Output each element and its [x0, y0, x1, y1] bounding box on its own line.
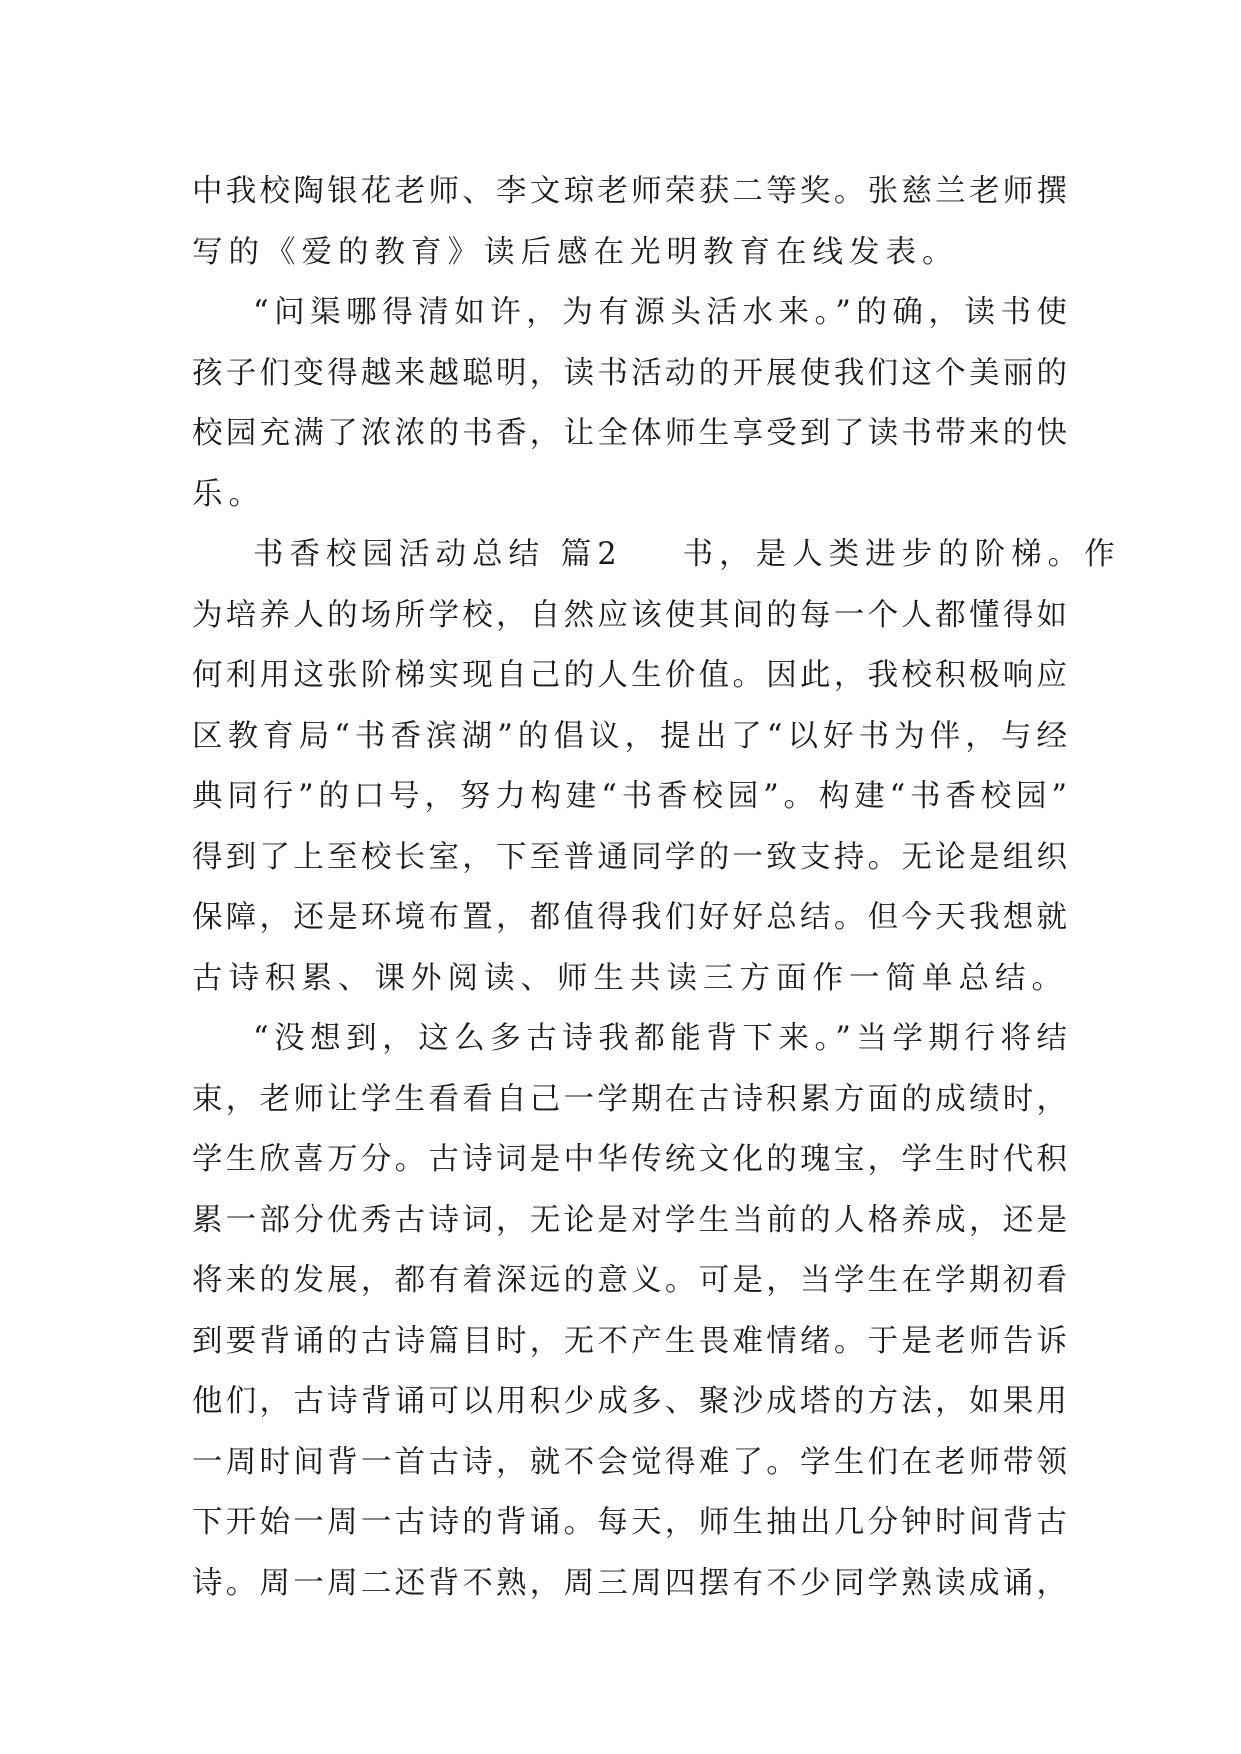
text-line: 诗。周一周二还背不熟，周三周四摆有不少同学熟读成诵，	[192, 1565, 1067, 1601]
section-heading-line	[192, 525, 1121, 586]
text-line: 将来的发展，都有着深远的意义。可是，当学生在学期初看	[192, 1263, 1067, 1298]
text-line: 何利用这张阶梯实现自己的人生价值。因此，我校积极响应	[192, 658, 1067, 693]
text-line: 下开始一周一古诗的背诵。每天，师生抽出几分钟时间背古	[192, 1505, 1067, 1540]
text-line: 累一部分优秀古诗词，无论是对学生当前的人格养成，还是	[192, 1202, 1067, 1238]
text-line: 孩子们变得越来越聪明，读书活动的开展使我们这个美丽的	[192, 355, 1067, 391]
text-line: “问渠哪得清如许，为有源头活水来。”的确，读书使	[253, 295, 1067, 330]
text-line: 一周时间背一首古诗，就不会觉得难了。学生们在老师带领	[192, 1444, 1067, 1480]
text-line: 古诗积累、课外阅读、师生共读三方面作一简单总结。	[192, 960, 1068, 996]
text-line: 区教育局“书香滨湖”的倡议，提出了“以好书为伴，与经	[192, 718, 1067, 754]
text-line: 束，老师让学生看看自己一学期在古诗积累方面的成绩时，	[192, 1081, 1067, 1117]
text-line: “没想到，这么多古诗我都能背下来。”当学期行将结	[253, 1021, 1067, 1056]
text-line: 书，是人类进步的阶梯。作	[682, 537, 1121, 572]
text-line: 乐。	[192, 476, 265, 512]
text-line: 校园充满了浓浓的书香，让全体师生享受到了读书带来的快	[192, 416, 1067, 451]
text-line: 保障，还是环境布置，都值得我们好好总结。但今天我想就	[192, 900, 1067, 935]
section-heading: 书香校园活动总结 篇2	[253, 537, 623, 572]
text-line: 典同行”的口号，努力构建“书香校园”。构建“书香校园”	[192, 779, 1067, 814]
text-line: 写的《爱的教育》读后感在光明教育在线发表。	[192, 234, 959, 270]
text-line: 他们，古诗背诵可以用积少成多、聚沙成塔的方法，如果用	[192, 1384, 1067, 1419]
text-line: 中我校陶银花老师、李文琼老师荣获二等奖。张慈兰老师撰	[192, 174, 1067, 209]
document-body	[192, 162, 1121, 1614]
text-line: 为培养人的场所学校，自然应该使其间的每一个人都懂得如	[192, 597, 1067, 633]
text-line: 到要背诵的古诗篇目时，无不产生畏难情绪。于是老师告诉	[192, 1323, 1067, 1359]
text-line: 得到了上至校长室，下至普通同学的一致支持。无论是组织	[192, 839, 1067, 875]
text-line: 学生欣喜万分。古诗词是中华传统文化的瑰宝，学生时代积	[192, 1142, 1067, 1177]
